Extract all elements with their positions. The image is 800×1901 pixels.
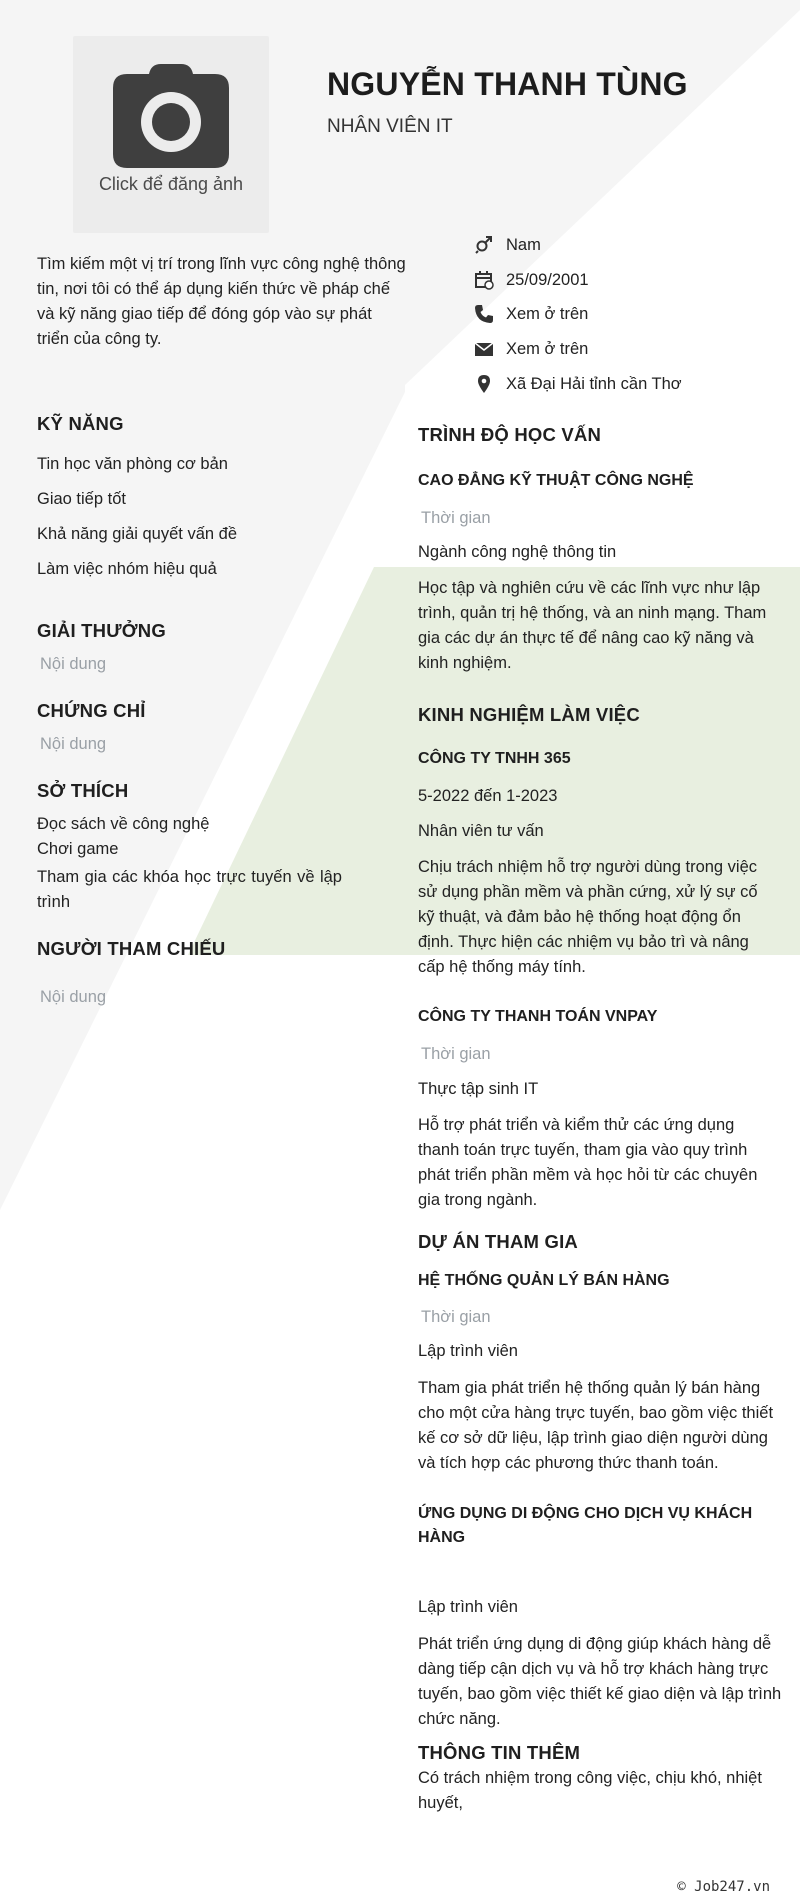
job-time: Thời gian [421, 1045, 491, 1063]
candidate-title: NHÂN VIÊN IT [327, 116, 453, 137]
project-time: Thời gian [421, 1308, 491, 1326]
contact-email [472, 332, 588, 366]
education-school: CAO ĐẲNG KỸ THUẬT CÔNG NGHỆ [418, 472, 694, 489]
job-description: Hỗ trợ phát triển và kiểm thử các ứng dụng thanh toán trực tuyến, tham gia vào quy trình phát triển phần mềm và học hỏi từ các chuyên gia trong ngành. [418, 1116, 758, 1209]
address-value: Xã Đại Hải tỉnh cần Thơ [506, 374, 682, 393]
project-name: ỨNG DỤNG DI ĐỘNG CHO DỊCH VỤ KHÁCH HÀNG [418, 1505, 753, 1546]
additional-text: Có trách nhiệm trong công việc, chịu khó, nhiệt huyết, [418, 1769, 762, 1812]
email-value: Xem ở trên [506, 339, 589, 358]
contact-gender [472, 228, 541, 262]
project-description: Phát triển ứng dụng di động giúp khách hàng dễ dàng tiếp cận dịch vụ và hỗ trợ khách hàng trực tuyến, bao gồm việc thiết kế giao diện và lập trình chức năng. [418, 1635, 782, 1728]
education-heading: TRÌNH ĐỘ HỌC VẤN [418, 424, 602, 445]
phone-icon [472, 302, 496, 326]
awards-placeholder: Nội dung [40, 655, 107, 673]
footer-copyright: © Job247.vn [677, 1879, 770, 1895]
job-time: 5-2022 đến 1-2023 [418, 787, 558, 805]
skill-item: Giao tiếp tốt [37, 490, 126, 508]
photo-caption: Click để đăng ảnh [98, 174, 244, 194]
experience-heading: KINH NGHIỆM LÀM VIỆC [418, 704, 640, 725]
projects-heading: DỰ ÁN THAM GIA [418, 1231, 578, 1252]
candidate-name: NGUYỄN THANH TÙNG [327, 66, 688, 102]
job-company: CÔNG TY THANH TOÁN VNPAY [418, 1008, 658, 1025]
additional-heading: THÔNG TIN THÊM [418, 1742, 581, 1763]
project-name: HỆ THỐNG QUẢN LÝ BÁN HÀNG [418, 1272, 670, 1289]
hobby-item: Chơi game [37, 840, 119, 858]
project-description: Tham gia phát triển hệ thống quản lý bán hàng cho một cửa hàng trực tuyến, bao gồm việc thiết kế cơ sở dữ liệu, lập trình giao diện người dùng và tích hợp các phương thức thanh toán. [418, 1379, 774, 1472]
education-time: Thời gian [421, 509, 491, 527]
job-company: CÔNG TY TNHH 365 [418, 750, 571, 767]
birthday-value: 25/09/2001 [506, 270, 589, 289]
phone-value: Xem ở trên [506, 304, 589, 323]
camera-icon [111, 62, 231, 170]
location-icon [472, 372, 496, 396]
project-role: Lập trình viên [418, 1342, 518, 1360]
job-position: Nhân viên tư vấn [418, 822, 544, 840]
contact-address [472, 367, 682, 401]
job-description: Chịu trách nhiệm hỗ trợ người dùng trong việc sử dụng phần mềm và phần cứng, xử lý sự cố kỹ thuật, và đảm bảo hệ thống hoạt động ổn định. Thực hiện các nhiệm vụ bảo trì và nâng cấp hệ thống máy tính. [418, 858, 758, 976]
certificates-heading: CHỨNG CHỈ [37, 700, 146, 721]
education-description: Học tập và nghiên cứu về các lĩnh vực như lập trình, quản trị hệ thống, và an ninh mạng. Tham gia các dự án thực tế để nâng cao kỹ năng và kinh nghiệm. [418, 579, 767, 672]
references-heading: NGƯỜI THAM CHIẾU [37, 938, 226, 959]
photo-upload-area[interactable] [73, 36, 269, 233]
education-major: Ngành công nghệ thông tin [418, 543, 617, 561]
calendar-icon [472, 268, 496, 292]
references-placeholder: Nội dung [40, 988, 107, 1006]
awards-heading: GIẢI THƯỞNG [37, 620, 166, 641]
mail-icon [472, 337, 496, 361]
job-position: Thực tập sinh IT [418, 1080, 539, 1098]
certificates-placeholder: Nội dung [40, 735, 107, 753]
skill-item: Tin học văn phòng cơ bản [37, 455, 228, 473]
contact-phone [472, 297, 588, 331]
career-objective: Tìm kiếm một vị trí trong lĩnh vực công nghệ thông tin, nơi tôi có thể áp dụng kiến thức về pháp chế và kỹ năng giao tiếp để đóng góp vào sự phát triển của công ty. [37, 255, 406, 348]
skill-item: Khả năng giải quyết vấn đề [37, 525, 237, 543]
hobby-item: Tham gia các khóa học trực tuyến về lập trình [37, 868, 342, 911]
gender-icon [472, 233, 496, 257]
contact-birthday [472, 263, 589, 297]
skills-heading: KỸ NĂNG [37, 413, 124, 434]
skill-item: Làm việc nhóm hiệu quả [37, 560, 217, 578]
project-role: Lập trình viên [418, 1598, 518, 1616]
hobbies-heading: SỞ THÍCH [37, 780, 129, 801]
hobby-item: Đọc sách về công nghệ [37, 815, 210, 833]
gender-value: Nam [506, 235, 541, 254]
